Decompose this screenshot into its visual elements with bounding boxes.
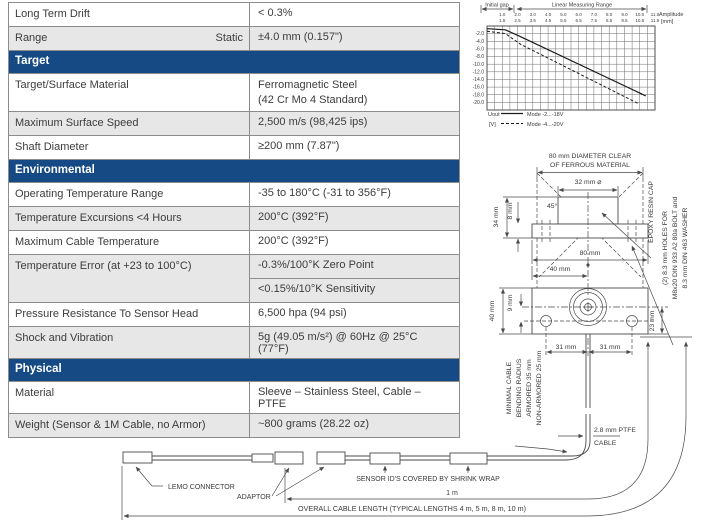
y-tick-label: -6.0 [475, 46, 484, 53]
top-view-body [532, 288, 648, 334]
x-tick-label: 11.5 [650, 18, 660, 23]
dim-9mm-label: 9 mm [507, 294, 514, 312]
x-tick-label: 7.5 [590, 18, 598, 23]
bolt-holes-label-2: M8x20 DIN 933 A2 80a BOLT and [672, 196, 679, 300]
x-tick-label: 4.5 [544, 18, 552, 23]
overall-length-label: OVERALL CABLE LENGTH (TYPICAL LENGTHS 4 m, 5 m, 8 m, 10 m) [298, 504, 526, 513]
row-value: 2,500 m/s (98,425 ips) [258, 116, 368, 128]
dim-80mm-label: 80 mm [579, 250, 601, 257]
row-label: Operating Temperature Range [9, 183, 250, 206]
x-tick-label: 8.5 [606, 18, 613, 23]
bend-radius-label-3: ARMORED 35 mm [526, 359, 533, 417]
bend-radius-label-4: NON-ARMORED 25 mm [536, 350, 543, 426]
row-label: Shaft Diameter [9, 136, 250, 159]
shrink-wrap-label: SENSOR ID'S COVERED BY SHRINK WRAP [356, 476, 500, 483]
row-value: 6,500 hpa (94 psi) [258, 307, 347, 319]
row-label: Long Term Drift [9, 3, 250, 26]
x-tick-label: 6.0 [575, 12, 582, 17]
dim-40mm-top-label: 40 mm [549, 266, 571, 273]
row-value: Sleeve – Stainless Steel, Cable – PTFE [258, 386, 421, 410]
x-tick-label: 8.0 [606, 12, 613, 17]
series-solid [487, 29, 646, 96]
y-tick-label: -12.0 [472, 69, 484, 76]
x-tick-label: 6.5 [575, 18, 582, 23]
linearity-chart [473, 3, 684, 129]
row-label: Temperature Error (at +23 to 100°C) [9, 255, 250, 302]
x-tick-label: 9.5 [621, 18, 628, 23]
x-tick-label: 10.5 [635, 18, 645, 23]
x-tick-label: 5.5 [560, 18, 567, 23]
x-tick-label: 2.0 [514, 12, 521, 17]
linear-range-label: Linear Measuring Range [551, 2, 613, 9]
y-tick-label: -8.0 [475, 54, 484, 61]
section-header: Environmental [9, 160, 459, 183]
uout-label: Uout [488, 112, 500, 118]
row-value: ~800 grams (28.22 oz) [258, 418, 369, 430]
row-label: Target/Surface Material [9, 74, 250, 111]
x-tick-label: 1.0 [499, 12, 506, 17]
lemo-connector-label: LEMO CONNECTOR [168, 484, 235, 491]
ptfe-cable-label-2: CABLE [594, 440, 617, 447]
lemo-connector-body [123, 452, 152, 463]
one-meter-label: 1 m [446, 490, 458, 497]
y-tick-label: -16.0 [472, 84, 484, 91]
dim-23mm-label: 23 mm [649, 310, 656, 332]
dim-34mm-label: 34 mm [493, 206, 500, 228]
cable-routing [345, 334, 636, 460]
row-label-right: Static [215, 32, 243, 44]
row-value: Ferromagnetic Steel (42 Cr Mo 4 Standard) [258, 79, 368, 106]
adaptor-left-half [275, 452, 303, 464]
chart-legend [488, 112, 564, 128]
adaptor-label: ADAPTOR [237, 494, 271, 501]
epoxy-resin-cap-label: EPOXY RESIN CAP [648, 181, 655, 243]
row-value: -0.3%/100°K Zero Point [250, 255, 459, 279]
ptfe-cable-label-1: 2.8 mm PTFE [594, 427, 636, 434]
row-label: Temperature Excursions <4 Hours [9, 207, 250, 230]
section-header: Target [9, 51, 459, 74]
row-value: 200°C (392°F) [258, 211, 329, 223]
row-label: Weight (Sensor & 1M Cable, no Armor) [9, 414, 250, 437]
y-tick-label: -20.0 [472, 99, 484, 106]
x-tick-label: 7.0 [590, 12, 598, 17]
y-tick-label: -4.0 [475, 38, 484, 45]
initial-gap-label: Initial gap [485, 2, 509, 9]
x-tick-label: 10.0 [635, 12, 645, 17]
row-label: Range Static [9, 27, 250, 50]
x-tick-label: 9.0 [621, 12, 628, 17]
cable-sleeve [252, 454, 273, 462]
row-value: 200°C (392°F) [258, 235, 329, 247]
sensor-flange [532, 224, 648, 238]
dim-31mm-left-label: 31 mm [555, 344, 577, 351]
legend-dashed-label: Mode -4...-20V [527, 122, 564, 128]
x-tick-label: 1.5 [499, 18, 506, 23]
row-value: ≥200 mm (7.87") [258, 140, 340, 152]
clear-dim-label-1: 80 mm DIAMETER CLEAR [548, 153, 632, 160]
dim-40mm-side-label: 40 mm [489, 300, 496, 322]
y-tick-label: -10.0 [472, 61, 484, 68]
row-value: -35 to 180°C (-31 to 356°F) [258, 187, 391, 199]
legend-solid-label: Mode -2...-18V [527, 112, 564, 118]
y-tick-label: -2.0 [475, 31, 484, 38]
diameter-32-label: 32 mm ⌀ [574, 179, 602, 186]
row-label: Pressure Resistance To Sensor Head [9, 303, 250, 326]
row-value: < 0.3% [258, 7, 293, 19]
row-label: Maximum Surface Speed [9, 112, 250, 135]
row-label: Shock and Vibration [9, 327, 250, 358]
shrink-wrap-2 [450, 453, 487, 464]
dim-31mm-right-label: 31 mm [599, 344, 621, 351]
bend-radius-label-2: BENDING RADIUS [516, 358, 523, 418]
row-value: ±4.0 mm (0.157") [258, 31, 343, 43]
x-tick-label: 3.0 [529, 12, 536, 17]
adaptor-right-half [317, 452, 345, 464]
row-label: Maximum Cable Temperature [9, 231, 250, 254]
bolt-holes-label-1: (2) 8.3 mm HOLES FOR [662, 210, 669, 286]
row-value: 5g (49.05 m/s²) @ 60Hz @ 25°C (77°F) [258, 331, 418, 355]
x-tick-label: 2.5 [514, 18, 521, 23]
shrink-wrap-1 [370, 453, 400, 464]
angle-45-label: 45° [547, 203, 558, 210]
row-label: Material [9, 382, 250, 413]
row-value: <0.15%/10°K Sensitivity [258, 283, 376, 295]
y-tick-label: -14.0 [472, 77, 484, 84]
focal-point-dot [586, 263, 589, 266]
y-tick-label: -18.0 [472, 92, 484, 99]
uout-unit-label: [V] [489, 122, 496, 128]
clear-dim-label-2: OF FERROUS MATERIAL [550, 162, 630, 169]
x-tick-label: 4.0 [544, 12, 552, 17]
x-tick-label: 11.0 [650, 12, 660, 17]
section-header: Physical [9, 359, 459, 382]
x-tick-label: 3.5 [529, 18, 536, 23]
bend-radius-label-1: MINIMAL CABLE [506, 361, 513, 415]
x-tick-label: 5.0 [560, 12, 567, 17]
bolt-holes-label-3: 8.3 mm DIN 463 WASHER [682, 207, 689, 289]
sensor-top-view [489, 284, 668, 356]
amplitude-unit-label: [mm] [661, 19, 674, 25]
amplitude-label: Amplitude [659, 12, 684, 18]
chart-data-series [487, 29, 646, 104]
dim-8mm-label: 8 mm [507, 202, 514, 220]
